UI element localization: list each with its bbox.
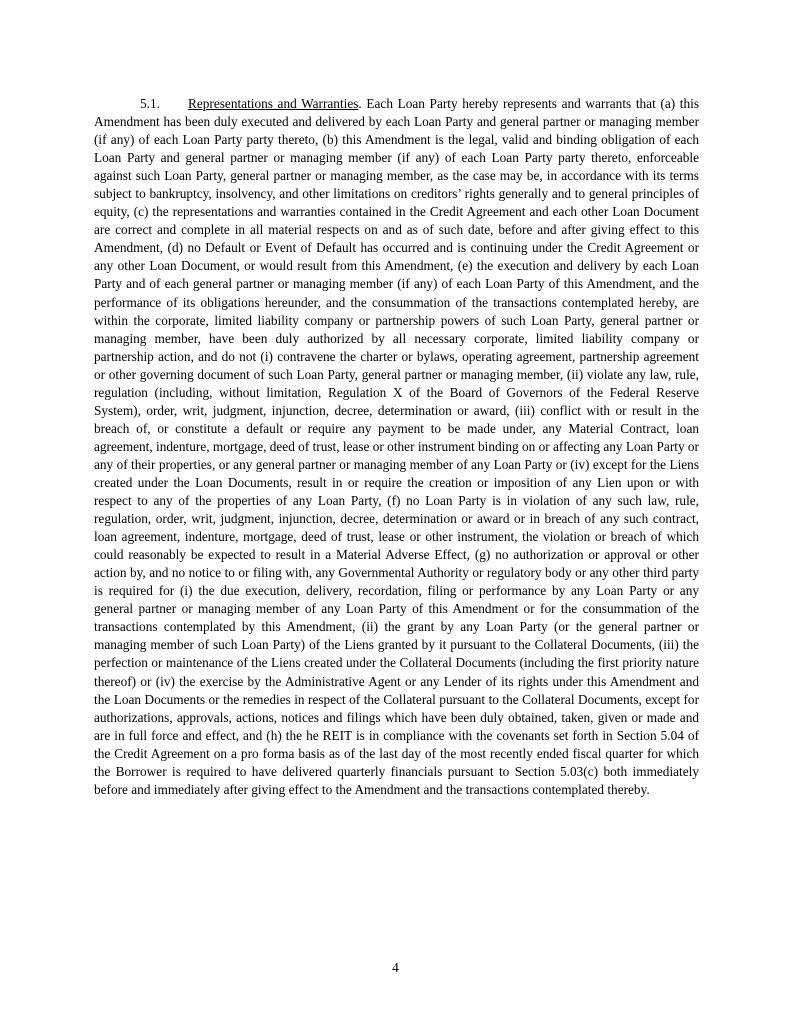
section-number: 5.1. [140, 96, 160, 111]
section-heading: Representations and Warranties [188, 96, 359, 111]
section-heading-punctuation: . [358, 96, 367, 111]
section-paragraph [94, 95, 699, 799]
page-number: 4 [392, 960, 399, 975]
section-body: Each Loan Party hereby represents and warrants that (a) this Amendment has been duly executed and delivered by each Loan Party and general partner or managing member (if any) of each Loan Party party thereto, (b) this Amendment is the legal, valid and binding obligation of each Loan Party and general partner or managing member (if any) of each Loan Party party thereto, enforceable against such Loan Party, general partner or managing member, as the case may be, in accordance with its terms subject to bankruptcy, insolvency, and other limitations on creditors’ rights generally and to general principles of equity, (c) the representations and warranties contained in the Credit Agreement and each other Loan Document are correct and complete in all material respects on and as of such date, before and after giving effect to this Amendment, (d) no Default or Event of Default has occurred and is continuing under the Credit Agreement or any other Loan Document, or would result from this Amendment, (e) the execution and delivery by each Loan Party and of each general partner or managing member (if any) of each Loan Party of this Amendment, and the performance of its obligations hereunder, and the consummation of the transactions contemplated hereby, are within the corporate, limited liability company or partnership powers of such Loan Party, general partner or managing member, have been duly authorized by all necessary corporate, limited liability company or partnership action, and do not (i) contravene the charter or bylaws, operating agreement, partnership agreement or other governing document of such Loan Party, general partner or managing member, (ii) violate any law, rule, regulation (including, without limitation, Regulation X of the Board of Governors of the Federal Reserve System), order, writ, judgment, injunction, decree, determination or award, (iii) conflict with or result in the breach of, or constitute a default or require any payment to be made under, any Material Contract, loan agreement, indenture, mortgage, deed of trust, lease or other instrument binding on or affecting any Loan Party or any of their properties, or any general partner or managing member of any Loan Party or (iv) except for the Liens created under the Loan Documents, result in or require the creation or imposition of any Lien upon or with respect to any of the properties of any Loan Party, (f) no Loan Party is in violation of any such law, rule, regulation, order, writ, judgment, injunction, decree, determination or award or in breach of any such contract, loan agreement, indenture, mortgage, deed of trust, lease or other instrument, the violation or breach of which could reasonably be expected to result in a Material Adverse Effect, (g) no authorization or approval or other action by, and no notice to or filing with, any Governmental Authority or regulatory body or any other third party is required for (i) the due execution, delivery, recordation, filing or performance by any Loan Party or any general partner or managing member of any Loan Party of this Amendment or for the consummation of the transactions contemplated by this Amendment, (ii) the grant by any Loan Party (or the general partner or managing member of such Loan Party) of the Liens granted by it pursuant to the Collateral Documents, (iii) the perfection or maintenance of the Liens created under the Collateral Documents (including the first priority nature thereof) or (iv) the exercise by the Administrative Agent or any Lender of its rights under this Amendment and the Loan Documents or the remedies in respect of the Collateral pursuant to the Collateral Documents, except for authorizations, approvals, actions, notices and filings which have been duly obtained, taken, given or made and are in full force and effect, and (h) the he REIT is in compliance with the covenants set forth in Section 5.04 of the Credit Agreement on a pro forma basis as of the last day of the most recently ended fiscal quarter for which the Borrower is required to have delivered quarterly financials pursuant to Section 5.03(c) both immediately before and immediately after giving effect to the Amendment and the transactions contemplated thereby. [94, 96, 700, 797]
